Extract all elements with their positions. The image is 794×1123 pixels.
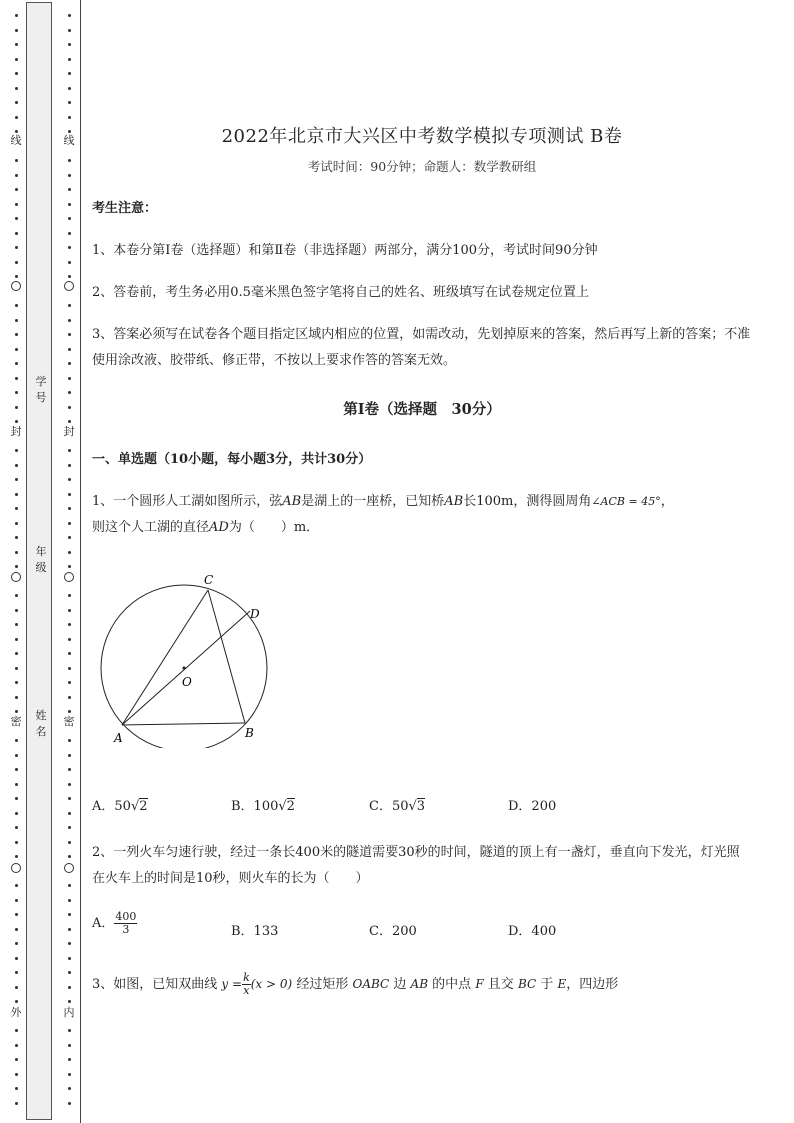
binding-margin-inner <box>55 0 81 1123</box>
outer-cut-mark: 外 <box>10 1006 22 1019</box>
outer-dot <box>15 899 18 902</box>
label-a: A <box>114 731 123 745</box>
inner-dot <box>68 739 71 742</box>
inner-dot <box>68 942 71 945</box>
chord-ab <box>122 723 245 725</box>
outer-dot <box>15 362 18 365</box>
inner-dot <box>68 319 71 322</box>
outer-dot <box>15 710 18 713</box>
inner-dot <box>68 87 71 90</box>
outer-dot <box>15 652 18 655</box>
question-1: 1、一个圆形人工湖如图所示，弦AB是湖上的一座桥，已知桥AB长100m，测得圆周角∠ACB = 45°， 则这个人工湖的直径AD为（ ）m． <box>92 494 674 535</box>
outer-dot <box>15 333 18 336</box>
center-point <box>183 667 186 670</box>
inner-dot <box>68 246 71 249</box>
segment-bc <box>208 590 245 723</box>
inner-dot <box>68 101 71 104</box>
inner-dot <box>68 464 71 467</box>
inner-dot <box>68 928 71 931</box>
outer-dot <box>15 58 18 61</box>
inner-dot <box>68 913 71 916</box>
outer-dot <box>15 116 18 119</box>
outer-dot <box>15 797 18 800</box>
outer-dot <box>15 406 18 409</box>
inner-dot <box>68 594 71 597</box>
inner-dot <box>68 652 71 655</box>
inner-circle-mark <box>64 281 74 291</box>
inner-dot <box>68 710 71 713</box>
outer-dot <box>15 1044 18 1047</box>
outer-circle-mark <box>11 572 21 582</box>
inner-dot <box>68 130 71 133</box>
segment-ac <box>122 590 208 725</box>
page-title: 2022年北京市大兴区中考数学模拟专项测试 B卷 <box>221 126 623 147</box>
outer-dot <box>15 1029 18 1032</box>
inner-dot <box>68 841 71 844</box>
fraction-k-x: $\frac{k}{x}$ <box>243 971 250 997</box>
inner-dot <box>68 304 71 307</box>
inner-dot <box>68 188 71 191</box>
inner-dot <box>68 681 71 684</box>
inner-dot <box>68 43 71 46</box>
inner-dot <box>68 899 71 902</box>
inner-dot <box>68 203 71 206</box>
outer-dot <box>15 667 18 670</box>
outer-dot <box>15 87 18 90</box>
inner-dot <box>68 72 71 75</box>
inner-dot <box>68 522 71 525</box>
inner-dot <box>68 159 71 162</box>
outer-dot <box>15 478 18 481</box>
outer-circle-mark <box>11 281 21 291</box>
outer-dot <box>15 174 18 177</box>
outer-dot <box>15 551 18 554</box>
outer-dot <box>15 1073 18 1076</box>
q1-option-d[interactable]: D．200 <box>508 799 557 814</box>
outer-dot <box>15 522 18 525</box>
inner-dot <box>68 609 71 612</box>
inner-dot <box>68 971 71 974</box>
outer-dot <box>15 319 18 322</box>
outer-dot <box>15 1087 18 1090</box>
diameter-ad <box>122 611 250 725</box>
outer-dot <box>15 493 18 496</box>
part-heading: 一、单选题（10小题，每小题3分，共计30分） <box>92 452 372 467</box>
outer-dot <box>15 101 18 104</box>
inner-dot <box>68 638 71 641</box>
inner-cut-mark: 封 <box>63 425 75 438</box>
outer-dot <box>15 768 18 771</box>
question-3: 3、如图，已知双曲线 y = $\frac{k}{x}$ (x > 0) 经过矩形 OABC 边 AB 的中点 F 且交 BC 于 E，四边形 <box>92 971 619 997</box>
q1-option-a[interactable]: A．50√2 <box>92 799 148 814</box>
outer-dot <box>15 536 18 539</box>
outer-dot <box>15 812 18 815</box>
inner-dot <box>68 58 71 61</box>
inner-dot <box>68 623 71 626</box>
outer-dot <box>15 739 18 742</box>
outer-dot <box>15 609 18 612</box>
outer-dot <box>15 507 18 510</box>
inner-dot <box>68 493 71 496</box>
inner-dot <box>68 768 71 771</box>
outer-dot <box>15 638 18 641</box>
outer-cut-mark: 密 <box>10 715 22 728</box>
inner-dot <box>68 1029 71 1032</box>
inner-dot <box>68 855 71 858</box>
outer-dot <box>15 203 18 206</box>
label-c: C <box>204 573 214 587</box>
q2-option-a[interactable]: A． $\frac{400}{3}$ <box>92 910 137 936</box>
outer-dot <box>15 942 18 945</box>
inner-dot <box>68 551 71 554</box>
outer-circle-mark <box>11 863 21 873</box>
section-title: 第I卷（选择题 30分） <box>343 401 501 418</box>
circle-lake-figure <box>92 568 282 748</box>
outer-dot <box>15 855 18 858</box>
outer-dot <box>15 217 18 220</box>
outer-dot <box>15 696 18 699</box>
outer-dot <box>15 72 18 75</box>
outer-dot <box>15 43 18 46</box>
inner-dot <box>68 1087 71 1090</box>
outer-dot <box>15 449 18 452</box>
inner-dot <box>68 783 71 786</box>
inner-dot <box>68 1058 71 1061</box>
outer-dot <box>15 681 18 684</box>
inner-dot <box>68 1044 71 1047</box>
outer-dot <box>15 594 18 597</box>
outer-dot <box>15 826 18 829</box>
inner-circle-mark <box>64 863 74 873</box>
outer-dot <box>15 275 18 278</box>
inner-dot <box>68 449 71 452</box>
outer-dot <box>15 188 18 191</box>
outer-dot <box>15 348 18 351</box>
outer-dot <box>15 754 18 757</box>
outer-dot <box>15 14 18 17</box>
question-2: 2、一列火车匀速行驶，经过一条长400米的隧道需要30秒的时间，隧道的顶上有一盏灯，垂直向下发光，灯光照在火车上的时间是10秒，则火车的长为（ ） <box>92 845 740 886</box>
q2-option-b[interactable]: B．133 <box>231 924 279 939</box>
outer-dot <box>15 928 18 931</box>
inner-dot <box>68 362 71 365</box>
outer-dot <box>15 377 18 380</box>
outer-dot <box>15 783 18 786</box>
inner-dot <box>68 275 71 278</box>
page-subtitle: 考试时间：90分钟；命题人：数学教研组 <box>307 159 537 174</box>
notice-heading: 考生注意： <box>92 201 158 216</box>
inner-dot <box>68 812 71 815</box>
inner-dot <box>68 1000 71 1003</box>
inner-dot <box>68 391 71 394</box>
outer-dot <box>15 1102 18 1105</box>
outer-dot <box>15 1058 18 1061</box>
outer-dot <box>15 232 18 235</box>
inner-cut-mark: 密 <box>63 715 75 728</box>
inner-dot <box>68 667 71 670</box>
notice-item-1: 1、本卷分第I卷（选择题）和第Ⅱ卷（非选择题）两部分，满分100分，考试时间90分钟 <box>92 243 598 258</box>
q2-option-d[interactable]: D．400 <box>508 924 557 939</box>
inner-dot <box>68 1073 71 1076</box>
label-o: O <box>182 675 192 689</box>
outer-dot <box>15 159 18 162</box>
grade-label: 年级 <box>35 545 47 574</box>
inner-dot <box>68 696 71 699</box>
student-id-label: 学号 <box>35 375 47 404</box>
inner-dot <box>68 884 71 887</box>
outer-dot <box>15 304 18 307</box>
outer-cut-mark: 线 <box>10 134 22 147</box>
inner-dot <box>68 957 71 960</box>
outer-dot <box>15 130 18 133</box>
inner-cut-mark: 线 <box>63 134 75 147</box>
outer-dot <box>15 1000 18 1003</box>
outer-dot <box>15 913 18 916</box>
inner-dot <box>68 565 71 568</box>
inner-circle-mark <box>64 572 74 582</box>
q1-option-c[interactable]: C．50√3 <box>369 799 426 814</box>
outer-dot <box>15 261 18 264</box>
outer-dot <box>15 29 18 32</box>
inner-dot <box>68 174 71 177</box>
outer-dot <box>15 420 18 423</box>
inner-dot <box>68 420 71 423</box>
inner-dot <box>68 478 71 481</box>
inner-dot <box>68 217 71 220</box>
inner-dot <box>68 333 71 336</box>
outer-dot <box>15 246 18 249</box>
outer-dot <box>15 841 18 844</box>
inner-dot <box>68 754 71 757</box>
inner-dot <box>68 507 71 510</box>
inner-dot <box>68 1102 71 1105</box>
inner-dot <box>68 29 71 32</box>
outer-dot <box>15 957 18 960</box>
notice-item-2: 2、答卷前，考生务必用0.5毫米黑色签字笔将自己的姓名、班级填写在试卷规定位置上 <box>92 285 589 300</box>
inner-dot <box>68 986 71 989</box>
q1-option-b[interactable]: B．100√2 <box>231 799 295 814</box>
outer-dot <box>15 971 18 974</box>
notice-item-3: 3、答案必须写在试卷各个题目指定区域内相应的位置，如需改动，先划掉原来的答案，然后再写上新的答案；不准使用涂改液、胶带纸、修正带，不按以上要求作答的答案无效。 <box>92 327 751 368</box>
inner-dot <box>68 536 71 539</box>
outer-dot <box>15 623 18 626</box>
inner-dot <box>68 406 71 409</box>
outer-dot <box>15 565 18 568</box>
inner-dot <box>68 14 71 17</box>
outer-dot <box>15 464 18 467</box>
fraction-400-3: $\frac{400}{3}$ <box>115 910 137 936</box>
inner-dot <box>68 826 71 829</box>
name-label: 姓名 <box>35 709 47 738</box>
inner-dot <box>68 797 71 800</box>
outer-dot <box>15 391 18 394</box>
inner-dot <box>68 116 71 119</box>
inner-dot <box>68 348 71 351</box>
binding-margin-outer <box>0 0 26 1123</box>
outer-cut-mark: 封 <box>10 425 22 438</box>
label-d: D <box>250 607 260 621</box>
inner-dot <box>68 261 71 264</box>
outer-dot <box>15 986 18 989</box>
inner-cut-mark: 内 <box>63 1006 75 1019</box>
inner-dot <box>68 232 71 235</box>
q2-option-c[interactable]: C．200 <box>369 924 417 939</box>
label-b: B <box>245 726 254 740</box>
inner-dot <box>68 377 71 380</box>
outer-dot <box>15 884 18 887</box>
